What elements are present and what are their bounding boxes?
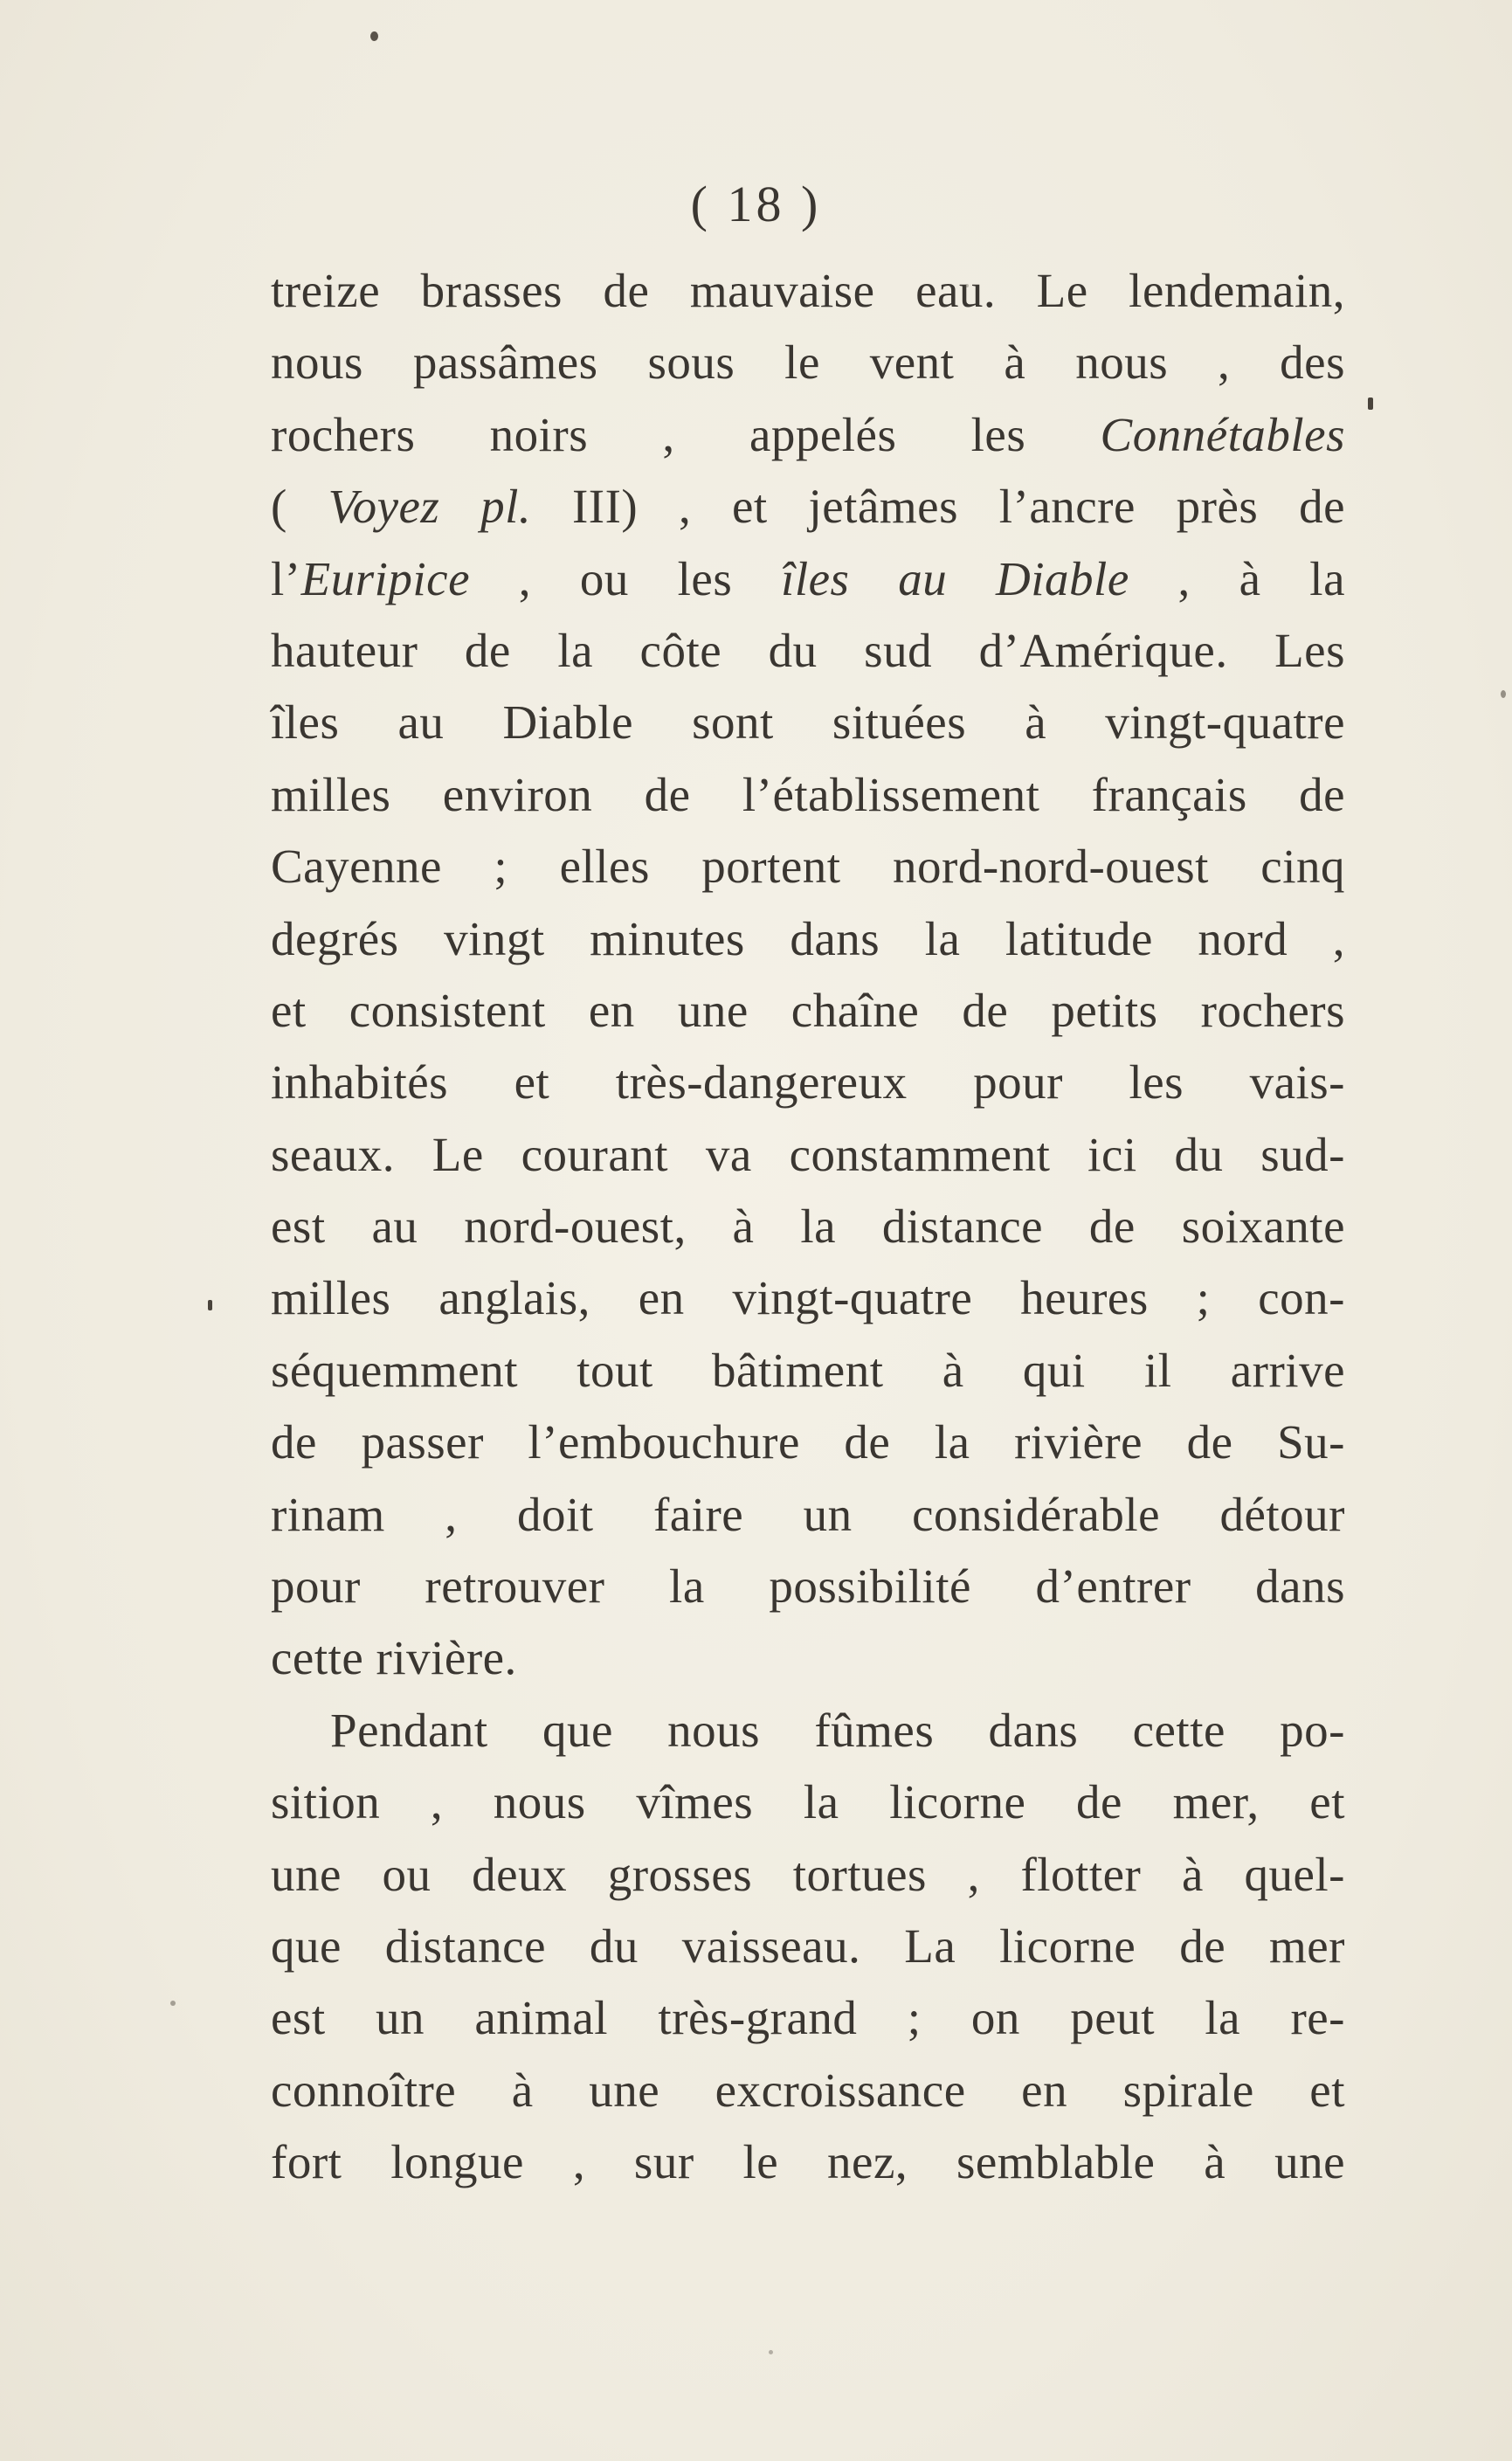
italic-text: Connétables [1100, 407, 1345, 461]
text-segment: fort longue , sur le nez, semblable à une [271, 2135, 1345, 2189]
text-segment: Pendant que nous fûmes dans cette po- [330, 1703, 1345, 1757]
text-segment: sition , nous vîmes la licorne de mer, et [271, 1775, 1345, 1829]
text-segment: est au nord-ouest, à la distance de soixante [271, 1199, 1345, 1254]
italic-text: îles au Diable [781, 551, 1129, 605]
text-segment: l’ [271, 551, 301, 605]
text-line [271, 1335, 1345, 1407]
text-line [271, 2055, 1345, 2126]
text-segment: que distance du vaisseau. La licorne de mer [271, 1918, 1345, 1973]
text-line [271, 1119, 1345, 1191]
paper-speck [1501, 690, 1506, 698]
text-line [271, 1551, 1345, 1622]
body-text [271, 255, 1345, 2199]
text-line [271, 903, 1345, 975]
text-line [271, 1262, 1345, 1334]
text-line [271, 759, 1345, 831]
paper-speck [370, 31, 378, 41]
text-line [271, 1407, 1345, 1478]
text-line [271, 1047, 1345, 1118]
text-line [271, 1911, 1345, 1982]
text-line [271, 1622, 1345, 1694]
text-segment: et consistent en une chaîne de petits rochers [271, 983, 1345, 1037]
text-segment: est un animal très-grand ; on peut la re- [271, 1991, 1345, 2045]
text-segment: , à la [1129, 551, 1345, 605]
text-line [271, 1479, 1345, 1551]
text-segment: séquemment tout bâtiment à qui il arrive [271, 1343, 1345, 1397]
text-line [271, 327, 1345, 398]
italic-text: Euripice [300, 551, 470, 605]
text-segment: cette rivière. [271, 1631, 517, 1685]
text-segment: nous passâmes sous le vent à nous , des [271, 335, 1345, 390]
text-line [271, 975, 1345, 1047]
text-line [271, 1982, 1345, 2054]
text-segment: degrés vingt minutes dans la latitude nord , [271, 911, 1345, 965]
text-segment: , ou les [470, 551, 782, 605]
text-segment: inhabités et très-dangereux pour les vais- [271, 1055, 1345, 1110]
text-line [271, 399, 1345, 471]
text-segment: hauteur de la côte du sud d’Amérique. Les [271, 623, 1345, 677]
paper-speck [170, 2001, 176, 2006]
text-segment: III) , et jetâmes l’ancre près de [531, 480, 1345, 534]
text-line [271, 1766, 1345, 1838]
text-line [271, 543, 1345, 615]
text-segment: rinam , doit faire un considérable détour [271, 1487, 1345, 1541]
text-segment: îles au Diable sont situées à vingt-quatre [271, 695, 1345, 750]
text-line [271, 255, 1345, 327]
text-segment: ( [271, 480, 328, 534]
text-line [271, 471, 1345, 543]
text-line [271, 1695, 1345, 1766]
text-line [271, 615, 1345, 687]
text-segment: une ou deux grosses tortues , flotter à quel- [271, 1847, 1345, 1901]
text-segment: treize brasses de mauvaise eau. Le lendemain, [271, 264, 1345, 317]
text-segment: de passer l’embouchure de la rivière de Su- [271, 1415, 1345, 1469]
text-segment: Cayenne ; elles portent nord-nord-ouest cinq [271, 840, 1345, 894]
italic-text: Voyez pl. [328, 480, 532, 534]
page-number: ( 18 ) [690, 176, 822, 232]
text-segment: seaux. Le courant va constamment ici du sud- [271, 1127, 1345, 1181]
text-line [271, 831, 1345, 902]
paper-speck [208, 1300, 212, 1310]
text-segment: pour retrouver la possibilité d’entrer dans [271, 1559, 1345, 1614]
paper-speck [769, 2350, 773, 2354]
text-segment: rochers noirs , appelés les [271, 407, 1101, 461]
text-line [271, 2126, 1345, 2198]
text-line [271, 1839, 1345, 1911]
text-segment: connoître à une excroissance en spirale et [271, 2063, 1345, 2117]
text-line [271, 1191, 1345, 1262]
paper-speck [965, 284, 969, 287]
text-segment: milles environ de l’établissement français de [271, 767, 1345, 821]
paper-speck [1368, 397, 1373, 410]
text-segment: milles anglais, en vingt-quatre heures ; con- [271, 1271, 1345, 1325]
text-line [271, 687, 1345, 758]
